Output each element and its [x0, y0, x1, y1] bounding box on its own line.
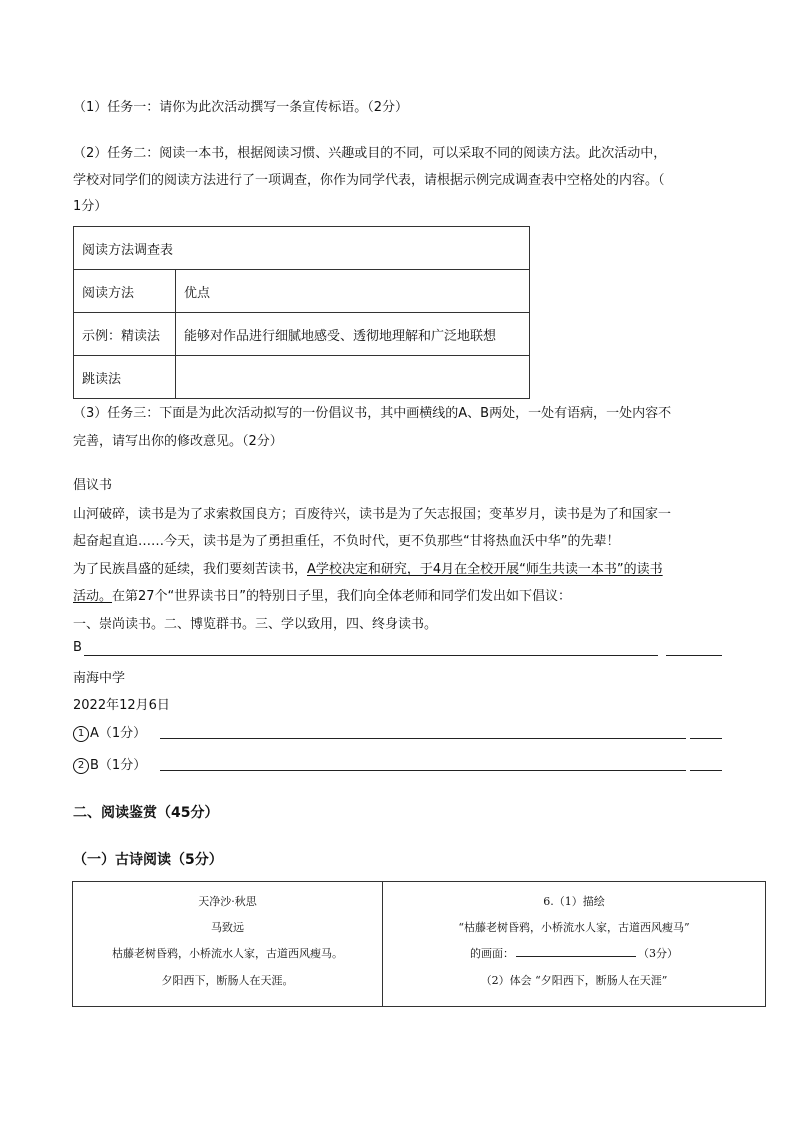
question6-line3-text: 的画面：	[470, 947, 514, 960]
proposal-signer: 南海中学	[73, 671, 126, 686]
table-row	[74, 356, 530, 399]
table-row	[74, 313, 530, 356]
proposal-p2-line1	[73, 558, 663, 577]
answer-a-text: A（1分）	[90, 726, 147, 741]
poem-title: 天净沙·秋思	[198, 895, 257, 908]
proposal-title: 倡议书	[73, 478, 113, 493]
subsection-heading: （一）古诗阅读（5分）	[73, 852, 223, 868]
answer-cell-skim-reading[interactable]	[176, 356, 530, 399]
task3-line1: （3）任务三：下面是为此次活动拟写的一份倡议书，其中画横线的A、B两处，一处有语病，一处内容不	[73, 406, 672, 421]
proposal-b-label: B	[73, 640, 82, 655]
table-row	[74, 270, 530, 313]
task2-line3: 1分）	[73, 199, 108, 214]
answer-a-line-end	[690, 738, 722, 739]
poem-line2: 夕阳西下，断肠人在天涯。	[161, 974, 294, 987]
proposal-p2-text: 为了民族昌盛的延续，我们要刻苦读书，	[73, 562, 308, 577]
proposal-date: 2022年12月6日	[73, 698, 170, 713]
question6-blank[interactable]	[516, 946, 636, 957]
answer-a-line[interactable]	[160, 738, 686, 739]
table-cell: 跳读法	[74, 356, 176, 399]
section-heading: 二、阅读鉴赏（45分）	[73, 805, 219, 821]
question6-line1: 6.（1）描绘	[543, 895, 605, 908]
question6-line4: （2）体会 “夕阳西下，断肠人在天涯”	[480, 974, 668, 987]
circled-number: 1	[73, 726, 89, 742]
b-blank-line	[84, 655, 658, 656]
poem-line1: 枯藤老树昏鸦，小桥流水人家，古道西风瘦马。	[112, 947, 343, 960]
table-header-method: 阅读方法	[74, 270, 176, 313]
poem-author: 马致远	[211, 921, 244, 934]
proposal-p1-line1: 山河破碎，读书是为了求索救国良方；百废待兴，读书是为了矢志报国；变革岁月，读书是为了和国家一	[73, 507, 672, 522]
table-header-advantage: 优点	[176, 270, 530, 313]
underlined-sentence-a: A学校决定和研究，于4月在全校开展“师生共读一本书”的读书	[307, 562, 663, 577]
table-cell: 示例：精读法	[74, 313, 176, 356]
task2-line2: 学校对同学们的阅读方法进行了一项调查，你作为同学代表，请根据示例完成调查表中空格处的内容。（	[73, 173, 665, 188]
proposal-p2-rest: 在第27个“世界读书日”的特别日子里，我们向全体老师和同学们发出如下倡议：	[112, 589, 572, 604]
question6-score: （3分）	[638, 947, 678, 960]
survey-table	[73, 226, 530, 399]
proposal-p2-line2	[73, 585, 571, 604]
answer-a-label	[73, 722, 146, 742]
table-cell: 能够对作品进行细腻地感受、透彻地理解和广泛地联想	[176, 313, 530, 356]
answer-b-line-end	[690, 770, 722, 771]
answer-b-text: B（1分）	[90, 758, 147, 773]
question6-line3	[382, 945, 766, 961]
poem-box	[72, 881, 766, 1007]
table-title: 阅读方法调查表	[74, 227, 530, 270]
task1-text: （1）任务一：请你为此次活动撰写一条宣传标语。（2分）	[73, 100, 409, 115]
proposal-p1-line2: 起奋起直追……今天，读书是为了勇担重任，不负时代，更不负那些“甘将热血沃中华”的先辈！	[73, 534, 620, 549]
answer-b-label	[73, 754, 146, 774]
question6-line2: “枯藤老树昏鸦，小桥流水人家，古道西风瘦马”	[458, 921, 690, 934]
task2-line1: （2）任务二：阅读一本书，根据阅读习惯、兴趣或目的不同，可以采取不同的阅读方法。此次活动中，	[73, 146, 667, 161]
circled-number: 2	[73, 758, 89, 774]
underlined-sentence-a-end: 活动。	[73, 589, 113, 604]
table-row	[74, 227, 530, 270]
task3-line2: 完善，请写出你的修改意见。（2分）	[73, 434, 283, 449]
b-blank-line-end	[666, 655, 722, 656]
proposal-p3: 一、崇尚读书。二、博览群书。三、学以致用，四、终身读书。	[73, 617, 438, 632]
answer-b-line[interactable]	[160, 770, 686, 771]
